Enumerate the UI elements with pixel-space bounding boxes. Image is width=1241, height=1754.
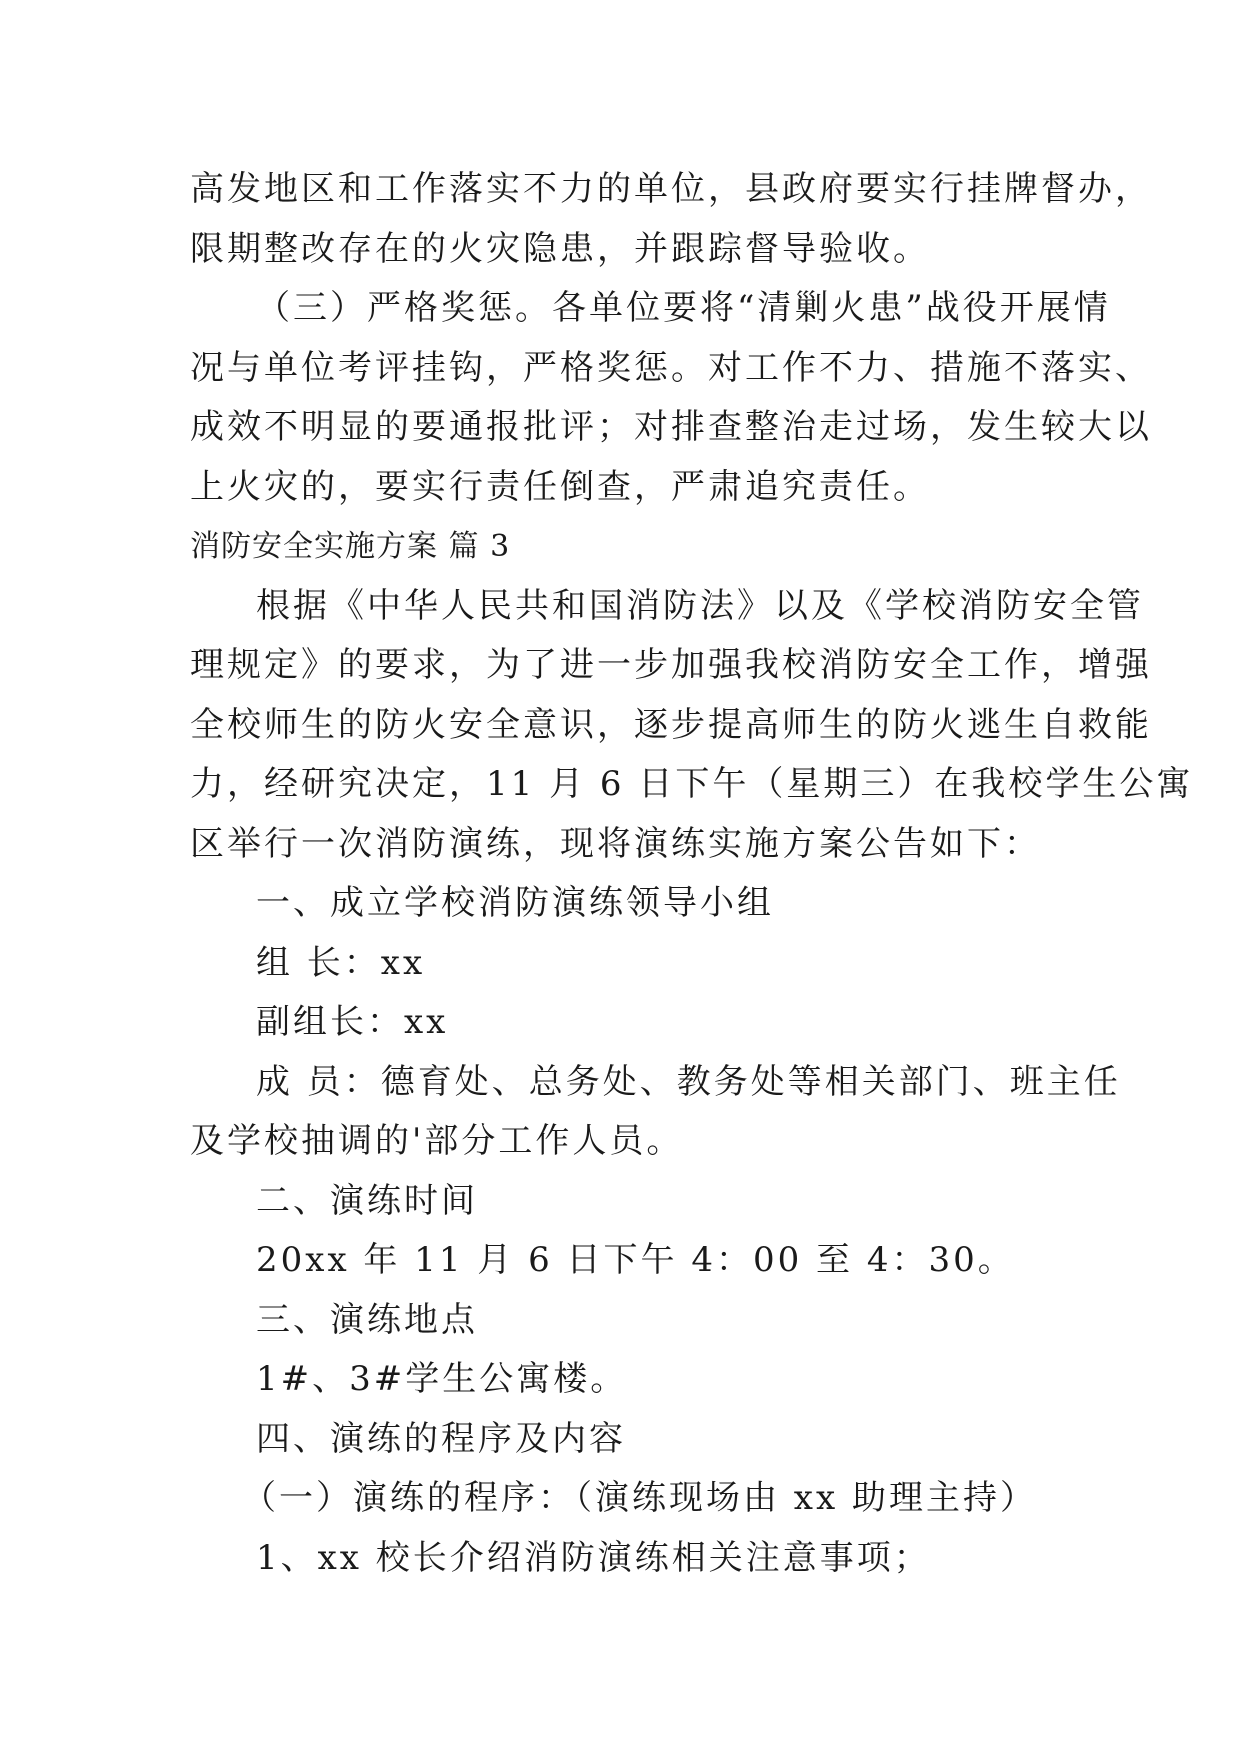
paragraph-line: 根据《中华人民共和国消防法》以及《学校消防安全管 — [256, 585, 1144, 626]
document-body — [190, 160, 1194, 1588]
paragraph-line: 上火灾的，要实行责任倒查，严肃追究责任。 — [190, 466, 930, 507]
list-heading: 三、演练地点 — [256, 1299, 478, 1340]
paragraph-line: （一）演练的程序：（演练现场由 xx 助理主持） — [242, 1478, 1037, 1518]
section-heading: 消防安全实施方案 篇 3 — [190, 529, 511, 564]
paragraph-line: 全校师生的防火安全意识，逐步提高师生的防火逃生自救能 — [190, 704, 1152, 745]
paragraph-line: 理规定》的要求，为了进一步加强我校消防安全工作，增强 — [190, 645, 1152, 685]
list-heading: 四、演练的程序及内容 — [256, 1418, 626, 1459]
list-heading: 一、成立学校消防演练领导小组 — [256, 883, 774, 923]
paragraph-line: 1、xx 校长介绍消防演练相关注意事项； — [256, 1537, 931, 1578]
paragraph-line: 副组长：xx — [256, 1002, 449, 1042]
paragraph-line: 组 长：xx — [256, 942, 426, 983]
paragraph-line: 成 员：德育处、总务处、教务处等相关部门、班主任 — [256, 1061, 1121, 1102]
paragraph-line: 限期整改存在的火灾隐患，并跟踪督导验收。 — [190, 228, 930, 269]
paragraph-line: 高发地区和工作落实不力的单位，县政府要实行挂牌督办， — [190, 169, 1152, 209]
paragraph-line: 况与单位考评挂钩，严格奖惩。对工作不力、措施不落实、 — [190, 347, 1152, 388]
paragraph-line: 力，经研究决定，11 月 6 日下午（星期三）在我校学生公寓 — [190, 764, 1194, 804]
list-heading: 二、演练时间 — [256, 1180, 478, 1221]
paragraph-line: 20xx 年 11 月 6 日下午 4：00 至 4：30。 — [256, 1240, 1015, 1280]
paragraph-line: 区举行一次消防演练，现将演练实施方案公告如下： — [190, 823, 1041, 864]
paragraph-line: 1#、3#学生公寓楼。 — [256, 1359, 628, 1399]
paragraph-line: 成效不明显的要通报批评；对排查整治走过场，发生较大以 — [190, 407, 1152, 447]
paragraph-line: 及学校抽调的'部分工作人员。 — [190, 1121, 684, 1161]
paragraph-line: （三）严格奖惩。各单位要将“清剿火患”战役开展情 — [256, 288, 1111, 328]
